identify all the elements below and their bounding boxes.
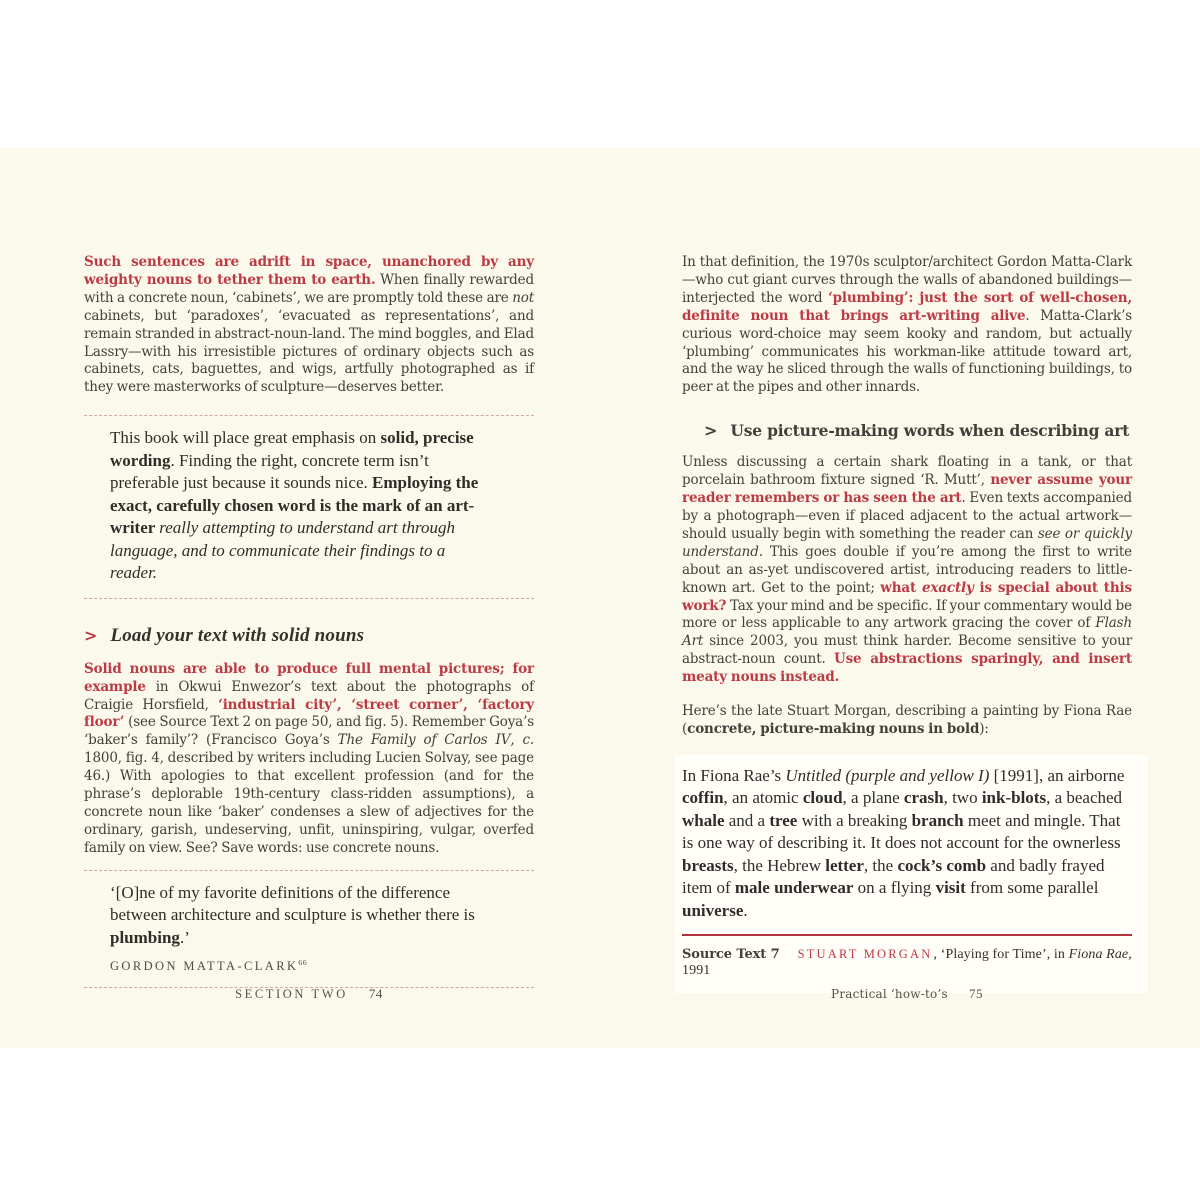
pull-quote-text: This book will place great emphasis on solid, precise wording. Finding the right, concrete term isn’t preferable just because it sounds nice. Employing the exact, carefully chosen word is the mark of an art-writer really attempting to understand art through language, and to communicate their findings to a reader. [110,428,479,583]
heading-arrow-icon: > [84,625,98,645]
page-number: 75 [968,986,983,1001]
red-rule-divider [682,934,1132,936]
paragraph-never-assume: Unless discussing a certain shark floating in a tank, or that porcelain bathroom fixture signed ‘R. Mutt’, never assume your reader remembers or has seen the art. Even texts accompanied by a photograph—even if placed adjacent to the actual artwork—should usually begin with something the reader can see or quickly understand. This goes double if you’re among the first to write about an as-yet undiscovered artist, introducing readers to little-known art. Get to the point; what exactly is special about this work? Tax your mind and be specific. If your commentary would be more or less applicable to any artwork gracing the cover of Flash Art since 2003, you must think harder. Become sensitive to your abstract-noun count. Use abstractions sparingly, and insert meaty nouns instead. [682,454,1133,686]
paragraph-in-that-definition: In that definition, the 1970s sculptor/architect Gordon Matta-Clark—who cut giant curves through the walls of abandoned buildings—interjected the word ‘plumbing’: just the sort of well-chosen, definite noun that brings art-writing alive. Matta-Clark’s curious word-choice may seem kooky and random, but actually ‘plumbing’ communicates his workman-like attitude toward art, and the way he sliced through the walls of functioning buildings, to peer at the pipes and other innards. [682,254,1132,396]
running-footer-right [682,983,1132,1002]
paragraph-stuart-morgan-intro: Here’s the late Stuart Morgan, describing a painting by Fiona Rae (concrete, picture-making nouns in bold): [682,703,1132,737]
paragraph-abstract-nouns: Such sentences are adrift in space, unanchored by any weighty nouns to tether them to earth. When finally rewarded with a concrete noun, ‘cabinets’, we are promptly told these are not cabinets, but ‘paradoxes’, ‘evacuated as representations’, and remain stranded in abstract-noun-land. The mind boggles, and Elad Lassry—with his irresistible pictures of ordinary objects such as cabinets, cats, baguettes, and wigs, artfully photographed as if they were masterworks of sculpture—deserves better. [84,254,534,396]
section-heading-picture-making-words [682,421,1132,440]
source-text-panel [674,755,1148,994]
paragraph-solid-nouns: Solid nouns are able to produce full mental pictures; for example in Okwui Enwezor’s text about the photographs of Craigie Horsfield, ‘industrial city’, ‘street corner’, ‘factory floor’ (see Source Text 2 on page 50, and fig. 5). Remember Goya’s ‘baker’s family’? (Francisco Goya’s The Family of Carlos IV, c. 1800, fig. 4, described by writers including Lucien Solvay, see page 46.) With apologies to that excellent profession (and for the phrase’s deplorable 19th-century class-ridden assumptions), a concrete noun like ‘baker’ condenses a slew of adjectives for the ordinary, garish, undeserving, unfit, uninspiring, vulgar, overfed family on view. See? Save words: use concrete nouns. [84,660,534,856]
footer-section-label: SECTION TWO [235,987,348,1001]
section-heading-load-solid-nouns [84,625,534,647]
page-right [682,148,1132,1048]
pull-quote-solid-precise-wording [84,415,534,599]
page-left [84,148,534,1048]
pull-quote-matta-clark [84,870,534,989]
heading-label: Use picture-making words when describing art [730,421,1130,441]
running-footer-left [84,983,534,1002]
page-number: 74 [368,986,383,1001]
source-caption: Source Text 7 STUART MORGAN, ‘Playing for Time’, in Fiona Rae, 1991 [682,947,1132,979]
heading-arrow-icon: > [704,421,718,441]
source-quote-text: In Fiona Rae’s Untitled (purple and yellow I) [1991], an airborne coffin, an atomic cloud, a plane crash, two ink-blots, a beached whale and a tree with a breaking branch meet and mingle. That is one way of describing it. It does not account for the ownerless breasts, the Hebrew letter, the cock’s comb and badly frayed item of male underwear on a flying visit from some parallel universe. [682,765,1125,920]
book-spread [0,148,1200,1048]
footer-section-label: Practical ‘how-to’s [831,987,948,1001]
quote-attribution: GORDON MATTA-CLARK$^{66}$ [110,958,308,974]
pull-quote-text: ‘[O]ne of my favorite definitions of the difference between architecture and sculpture is whether there is plumbing.’ [110,882,475,947]
heading-label: Load your text with solid nouns [110,624,365,646]
